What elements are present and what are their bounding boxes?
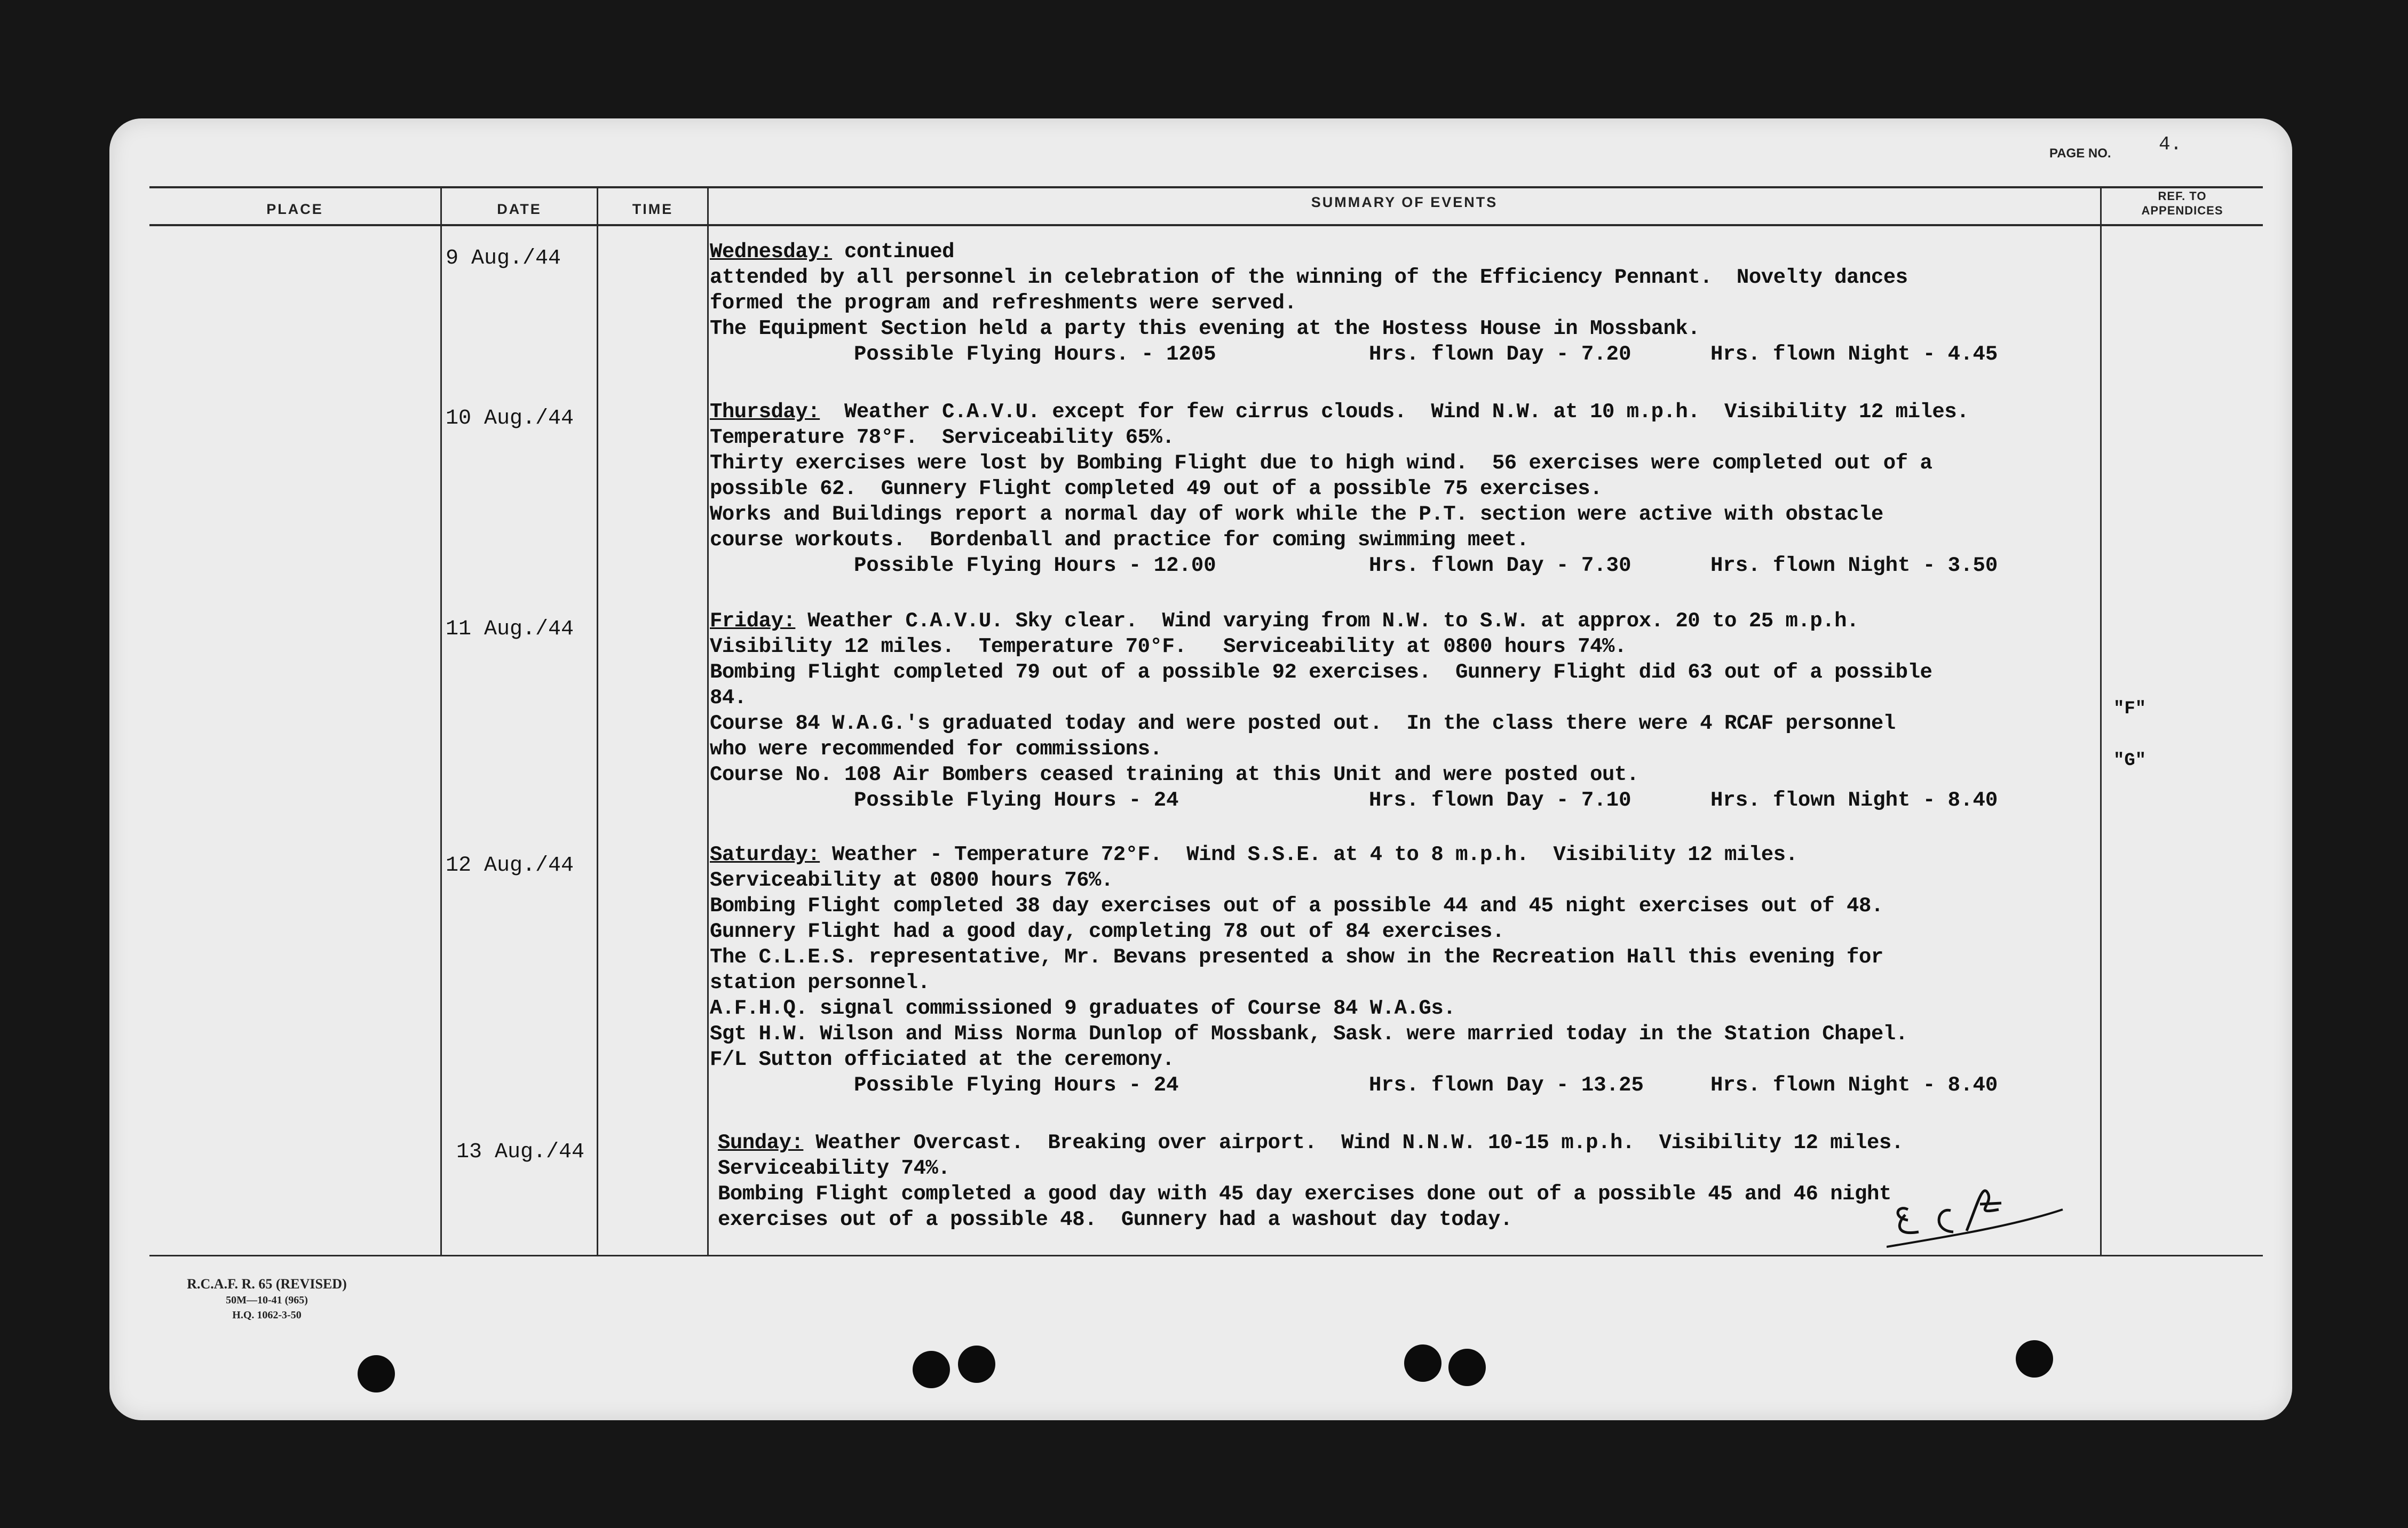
entry-line: The Equipment Section held a party this evening at the Hostess House in Mossbank. (710, 317, 1700, 340)
entry-line: Bombing Flight completed 38 day exercises out of a possible 44 and 45 night exercises out of 48. (710, 894, 1883, 918)
hrs-flown-night: Hrs. flown Night - 4.45 (1710, 343, 1998, 366)
possible-flying-hours: Possible Flying Hours - 12.00 (854, 554, 1216, 577)
entry-line: exercises out of a possible 48. Gunnery had a washout day today. (718, 1208, 1512, 1231)
hrs-flown-day: Hrs. flown Day - 7.20 (1369, 343, 1631, 366)
appendix-ref: "G" (2113, 751, 2146, 771)
entry-line: Weather - Temperature 72°F. Wind S.S.E. at 4 to 8 m.p.h. Visibility 12 miles. (820, 843, 1798, 866)
entry-line: Serviceability 74%. (718, 1157, 950, 1180)
punch-hole (358, 1355, 395, 1392)
entry-line: Bombing Flight completed a good day with 45 day exercises done out of a possible 45 and 46 night (718, 1182, 1891, 1206)
entry-date: 9 Aug./44 (446, 246, 561, 270)
col-header-ref-line1: REF. TO (2158, 189, 2207, 203)
entry-date: 10 Aug./44 (446, 407, 574, 431)
header-top-rule (149, 186, 2263, 188)
entry-line: Course No. 108 Air Bombers ceased training at this Unit and were posted out. (710, 763, 1639, 786)
entry-line: Weather C.A.V.U. except for few cirrus clouds. Wind N.W. at 10 m.p.h. Visibility 12 miles. (820, 400, 1969, 424)
hrs-flown-night: Hrs. flown Night - 8.40 (1710, 1073, 1998, 1097)
col-header-time: TIME (632, 201, 674, 217)
form-number: R.C.A.F. R. 65 (REVISED) (187, 1276, 347, 1292)
punch-hole (913, 1351, 950, 1388)
col-rule-time (597, 186, 598, 1256)
hrs-flown-day: Hrs. flown Day - 13.25 (1369, 1073, 1644, 1097)
entry-line: formed the program and refreshments were served. (710, 291, 1297, 315)
entry-day: Thursday: (710, 400, 820, 424)
entry-day: Sunday: (718, 1131, 804, 1155)
hrs-flown-night: Hrs. flown Night - 8.40 (1710, 789, 1998, 812)
entry-line: F/L Sutton officiated at the ceremony. (710, 1048, 1175, 1071)
hrs-flown-day: Hrs. flown Day - 7.10 (1369, 789, 1631, 812)
entry-line: course workouts. Bordenball and practice for coming swimming meet. (710, 528, 1529, 552)
form-card (109, 118, 2292, 1420)
entry-line: Works and Buildings report a normal day of work while the P.T. section were active with obstacle (710, 503, 1883, 526)
form-hq-ref: H.Q. 1062-3-50 (232, 1309, 302, 1321)
signature (1887, 1172, 2111, 1258)
possible-flying-hours: Possible Flying Hours. - 1205 (854, 343, 1216, 366)
entry-line: Visibility 12 miles. Temperature 70°F. Serviceability at 0800 hours 74%. (710, 635, 1627, 658)
entry-line: Serviceability at 0800 hours 76%. (710, 869, 1113, 892)
entry-line: station personnel. (710, 971, 930, 994)
page-number: 4. (2159, 133, 2182, 155)
entry-day-line (710, 400, 1969, 424)
page-number-label: PAGE NO. (2049, 146, 2111, 161)
entry-line: attended by all personnel in celebration of the winning of the Efficiency Pennant. Novelty dances (710, 266, 1908, 289)
punch-hole (1448, 1349, 1486, 1386)
entry-day: Wednesday: (710, 240, 833, 264)
entry-line: Temperature 78°F. Serviceability 65%. (710, 426, 1175, 449)
possible-flying-hours: Possible Flying Hours - 24 (854, 1073, 1179, 1097)
entry-line: who were recommended for commissions. (710, 737, 1162, 761)
possible-flying-hours: Possible Flying Hours - 24 (854, 789, 1179, 812)
appendix-ref: "F" (2113, 699, 2146, 719)
entry-line: Bombing Flight completed 79 out of a possible 92 exercises. Gunnery Flight did 63 out of a possible (710, 660, 1932, 684)
entry-date: 12 Aug./44 (446, 854, 574, 878)
col-header-summary: SUMMARY OF EVENTS (1311, 194, 1498, 210)
entry-day-line (718, 1131, 1904, 1155)
entry-day: Friday: (710, 609, 796, 633)
entry-line: Weather C.A.V.U. Sky clear. Wind varying from N.W. to S.W. at approx. 20 to 25 m.p.h. (795, 609, 1859, 633)
hrs-flown-night: Hrs. flown Night - 3.50 (1710, 554, 1998, 577)
entry-line: Course 84 W.A.G.'s graduated today and were posted out. In the class there were 4 RCAF personnel (710, 712, 1896, 735)
punch-hole (1404, 1344, 1441, 1382)
entry-day-line (710, 843, 1797, 866)
entry-line: 84. (710, 686, 747, 710)
entry-date: 13 Aug./44 (456, 1140, 585, 1164)
entry-day-line (710, 240, 954, 264)
col-rule-ref (2100, 186, 2102, 1256)
entry-line: Gunnery Flight had a good day, completing 78 out of 84 exercises. (710, 920, 1504, 943)
form-print-run: 50M—10-41 (965) (226, 1294, 308, 1306)
hrs-flown-day: Hrs. flown Day - 7.30 (1369, 554, 1631, 577)
entry-line: Weather Overcast. Breaking over airport. Wind N.N.W. 10-15 m.p.h. Visibility 12 miles. (803, 1131, 1904, 1155)
entry-line: The C.L.E.S. representative, Mr. Bevans presented a show in the Recreation Hall this evening for (710, 945, 1883, 969)
punch-hole (2016, 1340, 2053, 1378)
col-header-place: PLACE (266, 201, 323, 217)
entry-day: Saturday: (710, 843, 820, 866)
col-header-ref-line2: APPENDICES (2141, 204, 2223, 217)
entry-line: continued (832, 240, 955, 264)
header-bottom-rule (149, 224, 2263, 226)
entry-line: possible 62. Gunnery Flight completed 49 out of a possible 75 exercises. (710, 477, 1602, 500)
punch-hole (958, 1346, 995, 1383)
entry-line: A.F.H.Q. signal commissioned 9 graduates of Course 84 W.A.Gs. (710, 997, 1456, 1020)
entry-day-line (710, 609, 1859, 633)
col-rule-date (440, 186, 442, 1256)
entry-date: 11 Aug./44 (446, 617, 574, 641)
entry-line: Sgt H.W. Wilson and Miss Norma Dunlop of Mossbank, Sask. were married today in the Station Chapel. (710, 1022, 1908, 1046)
col-header-date: DATE (497, 201, 542, 217)
col-rule-summary (707, 186, 709, 1256)
entry-line: Thirty exercises were lost by Bombing Flight due to high wind. 56 exercises were completed out of a (710, 451, 1932, 475)
